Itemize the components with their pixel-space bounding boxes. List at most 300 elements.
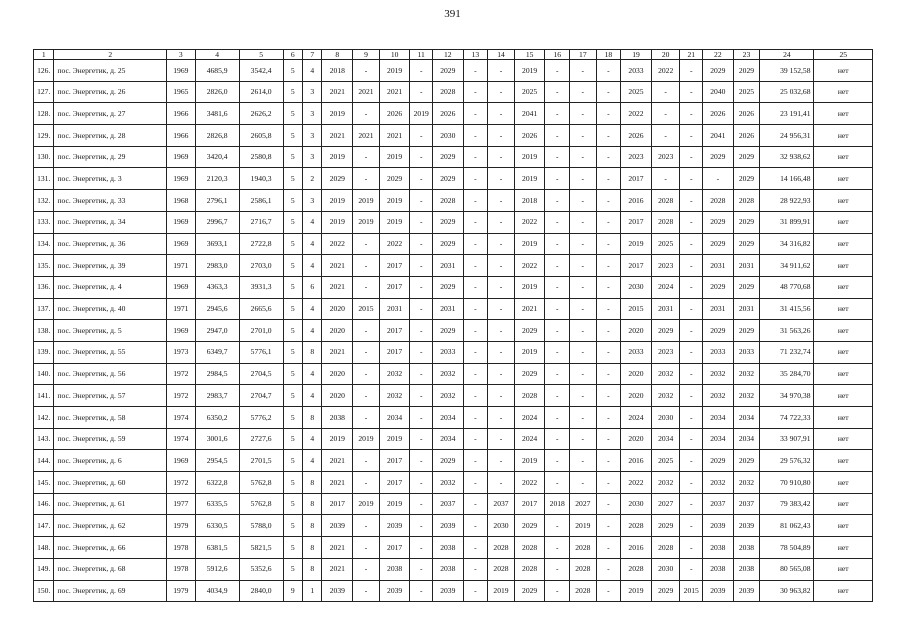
table-cell: - (488, 341, 515, 363)
column-header: 16 (545, 50, 570, 60)
table-cell: - (680, 125, 703, 147)
table-cell: 2019 (322, 190, 353, 212)
table-cell: 2026 (702, 103, 733, 125)
table-cell: - (545, 168, 570, 190)
table-cell: 2031 (432, 255, 463, 277)
table-cell: 2028 (488, 537, 515, 559)
table-cell: 4685,9 (195, 60, 239, 82)
row-number-cell: 127. (34, 81, 54, 103)
table-cell: 2 (303, 168, 322, 190)
table-cell: 2704,7 (239, 385, 283, 407)
table-cell: 2027 (651, 493, 680, 515)
table-cell: - (545, 515, 570, 537)
table-cell: - (545, 385, 570, 407)
table-cell: 3 (303, 125, 322, 147)
table-row (34, 341, 873, 363)
table-cell: 1974 (167, 428, 196, 450)
table-cell: 2031 (702, 298, 733, 320)
table-cell: 2022 (621, 472, 652, 494)
cost-cell: 14 166,48 (760, 168, 814, 190)
table-cell: 5 (283, 385, 302, 407)
table-cell: - (680, 81, 703, 103)
table-cell: 2016 (621, 450, 652, 472)
table-cell: 2029 (514, 580, 545, 602)
table-cell: 1978 (167, 537, 196, 559)
table-cell: 2032 (702, 385, 733, 407)
table-cell: 5 (283, 233, 302, 255)
table-cell: - (410, 558, 433, 580)
table-cell: 4 (303, 385, 322, 407)
address-cell: пос. Энергетик, д. 5 (54, 320, 167, 342)
table-row (34, 276, 873, 298)
table-cell: - (596, 320, 621, 342)
table-cell: 2021 (322, 81, 353, 103)
table-cell: - (353, 537, 380, 559)
table-cell: 2029 (733, 60, 760, 82)
table-cell: 5821,5 (239, 537, 283, 559)
table-cell: - (463, 558, 488, 580)
table-cell: - (410, 298, 433, 320)
table-row (34, 472, 873, 494)
table-cell: 2015 (680, 580, 703, 602)
table-cell: - (410, 125, 433, 147)
table-cell: 2021 (353, 125, 380, 147)
housing-register-table (33, 49, 873, 602)
table-cell: - (353, 580, 380, 602)
table-cell: 2727,6 (239, 428, 283, 450)
column-header: 7 (303, 50, 322, 60)
table-cell: - (570, 125, 597, 147)
row-number-cell: 136. (34, 276, 54, 298)
table-cell: 2032 (651, 472, 680, 494)
table-cell: 5 (283, 103, 302, 125)
table-cell: 2019 (322, 103, 353, 125)
row-number-cell: 128. (34, 103, 54, 125)
table-cell: 2021 (322, 255, 353, 277)
table-cell: 2954,5 (195, 450, 239, 472)
table-cell: 2023 (621, 146, 652, 168)
table-cell: 2022 (379, 233, 410, 255)
row-number-cell: 132. (34, 190, 54, 212)
address-cell: пос. Энергетик, д. 59 (54, 428, 167, 450)
table-cell: - (488, 211, 515, 233)
table-cell: 1972 (167, 363, 196, 385)
row-number-cell: 150. (34, 580, 54, 602)
table-cell: 2038 (733, 537, 760, 559)
table-cell: - (488, 233, 515, 255)
table-cell: - (410, 537, 433, 559)
table-cell: 2038 (733, 558, 760, 580)
table-cell: 2034 (702, 428, 733, 450)
table-row (34, 493, 873, 515)
table-cell: - (463, 472, 488, 494)
table-row (34, 515, 873, 537)
table-cell: 3001,6 (195, 428, 239, 450)
table-cell: 2026 (514, 125, 545, 147)
table-cell: 4 (303, 211, 322, 233)
table-cell: 2038 (702, 558, 733, 580)
table-cell: 2028 (570, 558, 597, 580)
table-cell: 2029 (379, 168, 410, 190)
table-cell: 2027 (570, 493, 597, 515)
table-cell: - (545, 450, 570, 472)
table-cell: - (570, 276, 597, 298)
address-cell: пос. Энергетик, д. 56 (54, 363, 167, 385)
status-cell: нет (814, 168, 873, 190)
table-cell: 2029 (322, 168, 353, 190)
table-cell: - (353, 515, 380, 537)
table-cell: 2019 (379, 146, 410, 168)
table-cell: 2039 (702, 515, 733, 537)
column-header: 9 (353, 50, 380, 60)
table-cell: 2020 (322, 320, 353, 342)
row-number-cell: 138. (34, 320, 54, 342)
table-cell: - (463, 320, 488, 342)
table-cell: 2037 (432, 493, 463, 515)
table-row (34, 407, 873, 429)
table-cell: - (488, 472, 515, 494)
table-cell: 2605,8 (239, 125, 283, 147)
status-cell: нет (814, 363, 873, 385)
table-cell: - (463, 363, 488, 385)
table-cell: 2024 (651, 276, 680, 298)
table-cell: - (596, 341, 621, 363)
table-cell: - (488, 190, 515, 212)
table-cell: - (545, 298, 570, 320)
status-cell: нет (814, 233, 873, 255)
table-cell: - (570, 450, 597, 472)
address-cell: пос. Энергетик, д. 58 (54, 407, 167, 429)
table-cell: 1972 (167, 385, 196, 407)
table-cell: 5 (283, 558, 302, 580)
table-cell: 2039 (733, 580, 760, 602)
table-cell: 3931,3 (239, 276, 283, 298)
table-cell: - (488, 363, 515, 385)
table-cell: 2019 (410, 103, 433, 125)
table-cell: 1972 (167, 472, 196, 494)
table-cell: 1969 (167, 276, 196, 298)
table-cell: 2017 (621, 168, 652, 190)
table-cell: - (680, 168, 703, 190)
table-cell: 5 (283, 341, 302, 363)
table-cell: 2034 (702, 407, 733, 429)
table-cell: 2018 (514, 190, 545, 212)
table-cell: 2031 (651, 298, 680, 320)
table-cell: 2029 (432, 276, 463, 298)
column-header: 2 (54, 50, 167, 60)
table-cell: 2019 (514, 450, 545, 472)
table-cell: 2019 (322, 146, 353, 168)
cost-cell: 23 191,41 (760, 103, 814, 125)
table-cell: 2039 (322, 580, 353, 602)
table-cell: - (488, 146, 515, 168)
table-cell: 5 (283, 472, 302, 494)
table-cell: 2020 (621, 385, 652, 407)
table-cell: - (545, 472, 570, 494)
table-cell: 1971 (167, 298, 196, 320)
table-cell: 2021 (379, 125, 410, 147)
address-cell: пос. Энергетик, д. 25 (54, 60, 167, 82)
table-cell: - (410, 407, 433, 429)
table-cell: 2031 (379, 298, 410, 320)
table-cell: 2032 (702, 472, 733, 494)
table-cell: 2028 (488, 558, 515, 580)
table-cell: 2840,0 (239, 580, 283, 602)
table-cell: - (570, 428, 597, 450)
table-cell: 2019 (322, 211, 353, 233)
table-cell: - (680, 493, 703, 515)
cost-cell: 79 383,42 (760, 493, 814, 515)
table-cell: 2029 (432, 233, 463, 255)
table-cell: - (353, 103, 380, 125)
row-number-cell: 140. (34, 363, 54, 385)
table-cell: 5762,8 (239, 493, 283, 515)
table-cell: - (353, 407, 380, 429)
table-cell: - (651, 125, 680, 147)
table-cell: 2983,7 (195, 385, 239, 407)
status-cell: нет (814, 515, 873, 537)
table-cell: - (596, 580, 621, 602)
table-cell: 1979 (167, 580, 196, 602)
table-cell: - (570, 103, 597, 125)
table-cell: - (463, 190, 488, 212)
table-cell: 2039 (379, 515, 410, 537)
table-cell: 2021 (353, 81, 380, 103)
table-cell: 2018 (545, 493, 570, 515)
table-cell: 2019 (621, 580, 652, 602)
table-cell: 2029 (432, 146, 463, 168)
column-header: 8 (322, 50, 353, 60)
header-row (34, 50, 873, 60)
table-cell: 5 (283, 450, 302, 472)
table-cell: 2029 (651, 580, 680, 602)
table-cell: - (680, 211, 703, 233)
column-header: 17 (570, 50, 597, 60)
table-cell: 2028 (570, 537, 597, 559)
table-cell: - (353, 276, 380, 298)
table-cell: 2028 (702, 190, 733, 212)
table-cell: 2034 (432, 407, 463, 429)
table-cell: - (545, 255, 570, 277)
table-cell: 2029 (702, 320, 733, 342)
table-cell: 6335,5 (195, 493, 239, 515)
table-cell: 3481,6 (195, 103, 239, 125)
address-cell: пос. Энергетик, д. 60 (54, 472, 167, 494)
table-cell: 2039 (702, 580, 733, 602)
table-cell: 2028 (651, 190, 680, 212)
cost-cell: 24 956,31 (760, 125, 814, 147)
status-cell: нет (814, 81, 873, 103)
table-cell: 2019 (379, 190, 410, 212)
table-row (34, 211, 873, 233)
table-cell: 8 (303, 493, 322, 515)
table-cell: 2020 (621, 363, 652, 385)
table-cell: - (596, 472, 621, 494)
table-cell: 2021 (322, 341, 353, 363)
table-cell: 4 (303, 233, 322, 255)
table-cell: - (410, 211, 433, 233)
table-cell: 2033 (621, 60, 652, 82)
table-cell: 3693,1 (195, 233, 239, 255)
table-cell: 4 (303, 320, 322, 342)
table-cell: - (680, 363, 703, 385)
table-cell: 9 (283, 580, 302, 602)
table-cell: 2024 (514, 428, 545, 450)
address-cell: пос. Энергетик, д. 3 (54, 168, 167, 190)
table-cell: 2032 (733, 472, 760, 494)
table-cell: 2029 (733, 168, 760, 190)
row-number-cell: 147. (34, 515, 54, 537)
table-cell: 8 (303, 407, 322, 429)
table-cell: 2019 (570, 515, 597, 537)
table-cell: - (570, 81, 597, 103)
table-cell: 2020 (322, 385, 353, 407)
table-cell: - (570, 472, 597, 494)
table-cell: 2038 (432, 537, 463, 559)
table-cell: 2019 (353, 190, 380, 212)
table-cell: 2023 (651, 255, 680, 277)
table-cell: - (488, 407, 515, 429)
table-cell: 2039 (432, 580, 463, 602)
table-cell: - (353, 363, 380, 385)
table-cell: 2030 (651, 407, 680, 429)
table-cell: 1979 (167, 515, 196, 537)
table-cell: 2032 (432, 385, 463, 407)
cost-cell: 70 910,80 (760, 472, 814, 494)
row-number-cell: 130. (34, 146, 54, 168)
status-cell: нет (814, 385, 873, 407)
table-cell: - (570, 146, 597, 168)
table-cell: 2020 (621, 428, 652, 450)
table-row (34, 428, 873, 450)
table-cell: - (596, 385, 621, 407)
table-cell: 1 (303, 580, 322, 602)
table-cell: - (545, 81, 570, 103)
table-cell: 2722,8 (239, 233, 283, 255)
table-cell: 2017 (621, 211, 652, 233)
table-cell: 2026 (733, 125, 760, 147)
table-row (34, 363, 873, 385)
table-cell: - (463, 146, 488, 168)
table-cell: 2025 (514, 81, 545, 103)
table-cell: - (545, 276, 570, 298)
column-header: 23 (733, 50, 760, 60)
table-cell: 2019 (514, 233, 545, 255)
table-cell: - (463, 515, 488, 537)
table-cell: - (570, 233, 597, 255)
table-cell: 1969 (167, 320, 196, 342)
table-row (34, 60, 873, 82)
table-cell: 1969 (167, 168, 196, 190)
table-cell: 2033 (702, 341, 733, 363)
table-cell: - (463, 81, 488, 103)
table-cell: - (545, 580, 570, 602)
table-row (34, 537, 873, 559)
table-cell: 2022 (621, 103, 652, 125)
table-cell: - (353, 450, 380, 472)
status-cell: нет (814, 211, 873, 233)
table-cell: - (680, 407, 703, 429)
table-cell: - (463, 298, 488, 320)
table-cell: 4363,3 (195, 276, 239, 298)
page-number: 391 (444, 8, 461, 20)
table-cell: 2026 (379, 103, 410, 125)
table-cell: 2029 (733, 233, 760, 255)
table-cell: 2017 (621, 255, 652, 277)
address-cell: пос. Энергетик, д. 6 (54, 450, 167, 472)
table-cell: 2029 (702, 450, 733, 472)
status-cell: нет (814, 298, 873, 320)
table-cell: 3 (303, 81, 322, 103)
table-cell: - (463, 233, 488, 255)
table-cell: 2041 (514, 103, 545, 125)
table-cell: - (463, 255, 488, 277)
table-row (34, 168, 873, 190)
table-cell: - (570, 298, 597, 320)
table-cell: - (353, 320, 380, 342)
table-cell: 2701,0 (239, 320, 283, 342)
table-cell: 2019 (514, 168, 545, 190)
status-cell: нет (814, 558, 873, 580)
table-cell: 2040 (702, 81, 733, 103)
table-cell: - (596, 450, 621, 472)
table-cell: 4034,9 (195, 580, 239, 602)
table-cell: 3 (303, 146, 322, 168)
column-header: 25 (814, 50, 873, 60)
table-row (34, 385, 873, 407)
table-cell: - (463, 407, 488, 429)
address-cell: пос. Энергетик, д. 27 (54, 103, 167, 125)
cost-cell: 35 284,70 (760, 363, 814, 385)
table-cell: - (570, 363, 597, 385)
table-row (34, 450, 873, 472)
table-cell: - (545, 233, 570, 255)
table-cell: 2945,6 (195, 298, 239, 320)
table-cell: 2029 (432, 450, 463, 472)
table-cell: 2029 (733, 450, 760, 472)
table-cell: 2023 (651, 341, 680, 363)
cost-cell: 71 232,74 (760, 341, 814, 363)
table-cell: 1973 (167, 341, 196, 363)
table-cell: 2580,8 (239, 146, 283, 168)
table-cell: 2031 (702, 255, 733, 277)
table-cell: 2032 (379, 363, 410, 385)
table-cell: 2984,5 (195, 363, 239, 385)
table-cell: 2026 (621, 125, 652, 147)
row-number-cell: 141. (34, 385, 54, 407)
row-number-cell: 131. (34, 168, 54, 190)
table-cell: - (410, 472, 433, 494)
status-cell: нет (814, 320, 873, 342)
table-cell: - (410, 255, 433, 277)
table-cell: 2120,3 (195, 168, 239, 190)
status-cell: нет (814, 103, 873, 125)
table-cell: - (463, 341, 488, 363)
table-cell: 2029 (702, 60, 733, 82)
table-cell: - (570, 211, 597, 233)
table-cell: - (463, 493, 488, 515)
column-header: 1 (34, 50, 54, 60)
table-cell: 3 (303, 103, 322, 125)
table-cell: 2029 (651, 320, 680, 342)
table-cell: - (596, 103, 621, 125)
table-cell: - (488, 60, 515, 82)
table-cell: 2016 (621, 537, 652, 559)
address-cell: пос. Энергетик, д. 62 (54, 515, 167, 537)
table-cell: 2983,0 (195, 255, 239, 277)
table-cell: - (702, 168, 733, 190)
address-cell: пос. Энергетик, д. 55 (54, 341, 167, 363)
